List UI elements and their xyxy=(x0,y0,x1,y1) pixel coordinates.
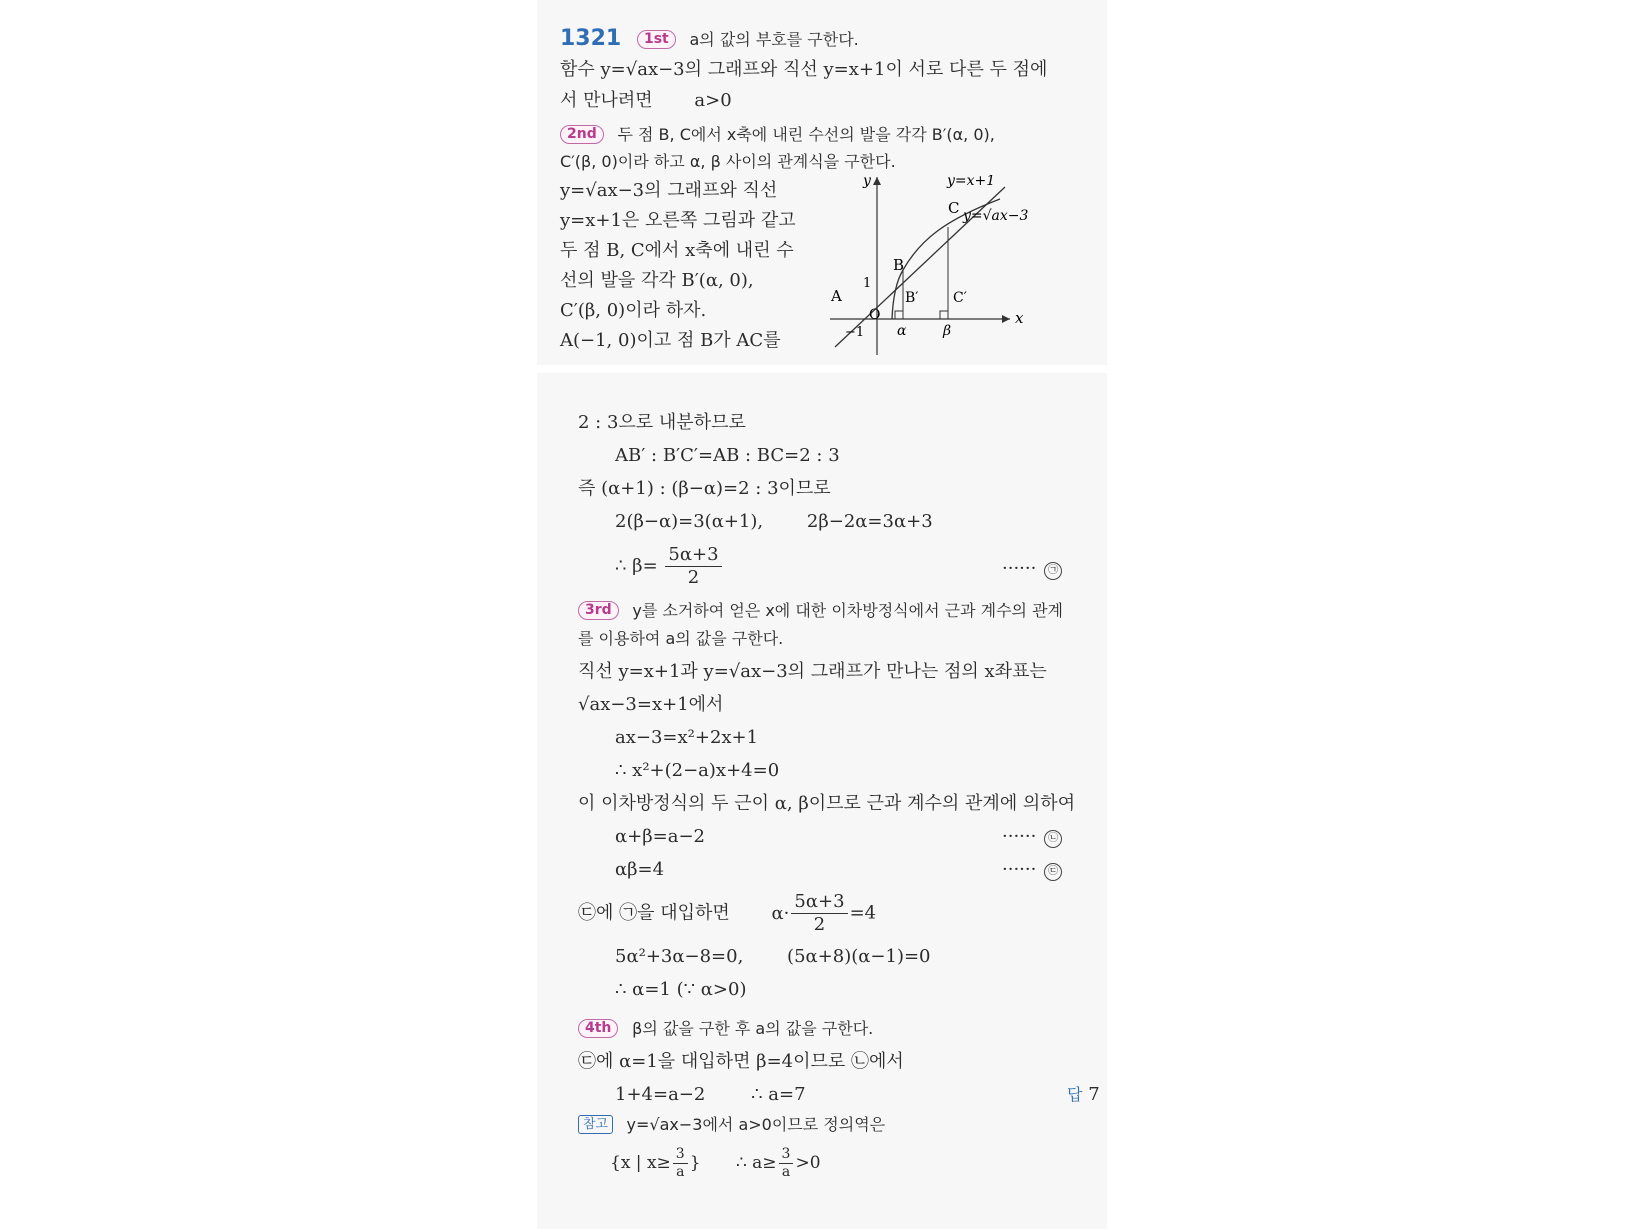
note-line-1: y=√ax−3에서 a>0이므로 정의역은 xyxy=(626,1115,886,1134)
factored-eq: (5α+8)(α−1)=0 xyxy=(787,946,931,967)
step1-condition: a>0 xyxy=(694,90,732,111)
beta-equation xyxy=(615,544,724,589)
step-tag-2nd: 2nd xyxy=(560,125,604,144)
step1-heading: a의 값의 부호를 구한다. xyxy=(689,30,859,49)
label-line: y=x+1 xyxy=(947,175,996,189)
step3-line-3: ax−3=x²+2x+1 xyxy=(615,727,759,748)
step2-text-4: 선의 발을 각각 B′(α, 0), xyxy=(560,270,754,291)
step2-text-6: A(−1, 0)이고 점 B가 AC를 xyxy=(560,330,781,351)
step4-heading: β의 값을 구한 후 a의 값을 구한다. xyxy=(632,1019,874,1038)
step-tag-3rd: 3rd xyxy=(578,601,619,620)
note-tag: 참고 xyxy=(578,1115,613,1134)
step3-line-7: αβ=4 xyxy=(615,859,665,880)
step2-cont-1: 2 : 3으로 내분하므로 xyxy=(578,412,746,433)
mark-3-dots: ······ xyxy=(1002,859,1037,880)
substitution-row xyxy=(578,891,876,936)
substitution-denominator: 2 xyxy=(813,914,826,935)
step4-line-2 xyxy=(615,1082,806,1108)
label-minus1: −1 xyxy=(845,325,865,340)
step3-line-1: 직선 y=x+1과 y=√ax−3의 그래프가 만나는 점의 x좌표는 xyxy=(578,661,1047,682)
final-result: ∴ a=7 xyxy=(751,1084,806,1105)
equation-row-3 xyxy=(615,509,933,535)
label-alpha: α xyxy=(897,323,907,339)
label-curve: y=√ax−3 xyxy=(963,208,1029,224)
label-C: C xyxy=(948,199,960,217)
step3-line-5: 이 이차방정식의 두 근이 α, β이므로 근과 계수의 관계에 의하여 xyxy=(578,793,1076,814)
step1-heading-row xyxy=(560,26,859,53)
step1-line2-text: 서 만나려면 xyxy=(560,90,653,111)
step2-text-2: y=x+1은 오른쪽 그림과 같고 xyxy=(560,210,796,231)
domain-conclusion: ∴ a≥ xyxy=(735,1153,777,1173)
mark-2-symbol: ㉡ xyxy=(1044,830,1062,848)
final-equation: 1+4=a−2 xyxy=(615,1084,706,1105)
step2-text-5: C′(β, 0)이라 하자. xyxy=(560,300,707,321)
equation-3b: 2β−2α=3α+3 xyxy=(806,511,933,532)
label-y: y xyxy=(863,175,871,189)
step3-heading-row xyxy=(578,598,1063,624)
problem-number: 1321 xyxy=(560,26,622,51)
substitution-text: ㉢에 ㉠을 대입하면 xyxy=(578,902,730,924)
step2-heading-row xyxy=(560,122,995,148)
note-row xyxy=(578,1112,885,1138)
right-angle-C xyxy=(940,311,948,319)
function-graph xyxy=(825,175,1040,360)
mark-1-dots: ······ xyxy=(1002,558,1037,579)
beta-denominator: 2 xyxy=(687,567,700,588)
label-Cp: C′ xyxy=(953,290,967,306)
beta-fraction xyxy=(665,544,721,589)
mark-3 xyxy=(1002,857,1064,883)
ratio-equation-2: 즉 (α+1) : (β−α)=2 : 3이므로 xyxy=(578,478,831,499)
step2-text-3: 두 점 B, C에서 x축에 내린 수 xyxy=(560,240,794,261)
step3-heading-2: 를 이용하여 a의 값을 구한다. xyxy=(578,629,784,648)
domain-conclusion-fraction xyxy=(779,1146,794,1181)
mark-2 xyxy=(1002,824,1064,850)
step3-line-2: √ax−3=x+1에서 xyxy=(578,694,724,715)
beta-numerator: 5α+3 xyxy=(665,544,721,567)
step3-heading-1: y를 소거하여 얻은 x에 대한 이차방정식에서 근과 계수의 관계 xyxy=(632,601,1063,620)
domain-numerator: 3 xyxy=(673,1146,688,1164)
label-Bp: B′ xyxy=(905,290,919,306)
step3-line-6: α+β=a−2 xyxy=(615,826,705,847)
step2-text-1: y=√ax−3의 그래프와 직선 xyxy=(560,180,778,201)
mark-3-symbol: ㉢ xyxy=(1044,863,1062,881)
step1-line2 xyxy=(560,88,732,114)
answer-icon: 답 xyxy=(1067,1085,1083,1104)
conclusion-numerator: 3 xyxy=(779,1146,794,1164)
step3-line-4: ∴ x²+(2−a)x+4=0 xyxy=(615,760,780,781)
domain-set-end: } xyxy=(689,1153,701,1173)
mark-2-dots: ······ xyxy=(1002,826,1037,847)
mark-1 xyxy=(1002,556,1064,582)
right-angle-B xyxy=(895,311,903,319)
substitution-alpha: α· xyxy=(771,902,790,924)
step4-heading-row xyxy=(578,1016,873,1042)
beta-prefix: ∴ β= xyxy=(615,555,658,577)
domain-conclusion-end: >0 xyxy=(795,1153,821,1173)
answer-value: 7 xyxy=(1088,1084,1100,1105)
equation-3a: 2(β−α)=3(α+1), xyxy=(615,511,764,532)
x-axis-arrow xyxy=(1002,315,1010,323)
step4-line-1: ㉢에 α=1을 대입하면 β=4이므로 ㉡에서 xyxy=(578,1051,904,1072)
alpha-result: ∴ α=1 (∵ α>0) xyxy=(615,979,747,1000)
label-beta: β xyxy=(943,323,952,339)
mark-1-symbol: ㉠ xyxy=(1044,562,1062,580)
step2-heading-2: C′(β, 0)이라 하고 α, β 사이의 관계식을 구한다. xyxy=(560,152,896,171)
y-axis-arrow xyxy=(873,177,881,185)
step2-heading-1: 두 점 B, C에서 x축에 내린 수선의 발을 각각 B′(α, 0), xyxy=(617,125,995,144)
label-1: 1 xyxy=(863,276,872,291)
step-tag-4th: 4th xyxy=(578,1019,618,1038)
substitution-numerator: 5α+3 xyxy=(791,891,847,914)
answer xyxy=(1067,1082,1100,1108)
label-B: B xyxy=(893,256,905,274)
quadratic-row xyxy=(615,944,931,970)
domain-denominator: a xyxy=(676,1164,685,1180)
step-tag-1st: 1st xyxy=(637,30,676,49)
substitution-fraction xyxy=(791,891,847,936)
domain-set-start: {x | x≥ xyxy=(610,1153,671,1173)
conclusion-denominator: a xyxy=(781,1164,791,1180)
label-O: O xyxy=(869,307,881,323)
domain-fraction xyxy=(673,1146,688,1181)
substitution-result: =4 xyxy=(849,902,877,924)
quadratic-eq: 5α²+3α−8=0, xyxy=(615,946,744,967)
label-x: x xyxy=(1015,309,1024,327)
domain-row xyxy=(610,1143,821,1183)
ratio-equation: AB′ : B′C′=AB : BC=2 : 3 xyxy=(615,445,840,466)
label-A: A xyxy=(831,287,842,305)
step1-line1: 함수 y=√ax−3의 그래프와 직선 y=x+1이 서로 다른 두 점에 xyxy=(560,59,1048,80)
